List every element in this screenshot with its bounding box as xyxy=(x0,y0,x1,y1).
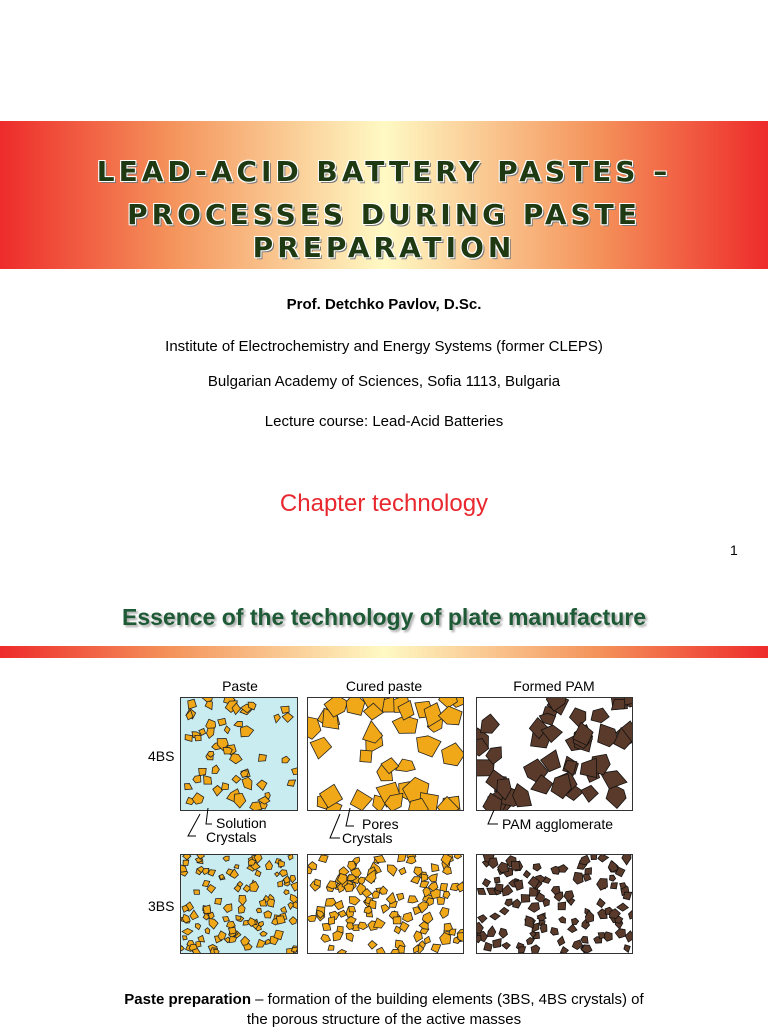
slide-title-line-1: LEAD-ACID BATTERY PASTES – xyxy=(96,155,672,188)
author-name: Prof. Detchko Pavlov, D.Sc. xyxy=(286,296,482,313)
crystal-shape xyxy=(215,898,222,904)
crystal-shape xyxy=(221,783,228,790)
paste-preparation-term: Paste preparation xyxy=(124,991,251,1008)
row-header-4bs: 4BS xyxy=(148,748,175,764)
column-header-formed-pam: Formed PAM xyxy=(513,678,595,694)
crystal-shape xyxy=(550,927,558,935)
panel-4bs-formed-pam xyxy=(476,697,633,811)
crystal-shape xyxy=(344,884,354,892)
slide-2-title: Essence of the technology of plate manufacture xyxy=(122,604,646,630)
crystal-shape xyxy=(624,697,633,705)
crystal-shape xyxy=(258,754,266,761)
paste-preparation-definition: – formation of the building elements (3BS, 4BS crystals) of xyxy=(251,991,644,1008)
crystal-shape xyxy=(328,917,334,925)
chapter-title: Chapter technology xyxy=(279,490,489,517)
crystal-shape xyxy=(540,924,547,933)
lecture-course: Lecture course: Lead-Acid Batteries xyxy=(264,413,504,430)
crystal-shape xyxy=(229,927,237,934)
panel-3bs-paste xyxy=(180,854,298,954)
crystal-shape xyxy=(521,894,530,902)
crystal-shape xyxy=(218,718,227,725)
crystal-shape xyxy=(183,936,188,940)
crystal-shape xyxy=(349,907,356,912)
crystal-shape xyxy=(195,735,201,741)
paste-preparation-text-line2: the porous structure of the active masses xyxy=(246,1011,522,1028)
crystal-shape xyxy=(194,890,200,895)
crystal-shape xyxy=(398,854,407,862)
crystal-shape xyxy=(267,899,275,907)
crystal-shape xyxy=(511,861,520,870)
panel-4bs-cured-paste xyxy=(307,697,464,811)
crystal-shape xyxy=(591,854,597,860)
column-header-paste: Paste xyxy=(222,678,258,694)
crystal-shape xyxy=(610,883,617,889)
crystal-shape xyxy=(199,768,207,775)
slide-title-line-2: PROCESSES DURING PASTE PREPARATION xyxy=(127,198,641,264)
crystal-shape xyxy=(276,916,285,924)
crystal-shape xyxy=(364,906,372,913)
crystal-shape xyxy=(307,916,316,922)
crystal-shape xyxy=(328,945,334,950)
slide-2-band xyxy=(0,646,768,658)
institute-name: Institute of Electrochemistry and Energy Systems (former CLEPS) xyxy=(165,338,603,355)
crystal-shape xyxy=(346,697,365,715)
academy-address: Bulgarian Academy of Sciences, Sofia 1113, Bulgaria xyxy=(207,373,561,390)
crystal-shape xyxy=(360,750,372,762)
crystal-shape xyxy=(183,860,189,865)
crystal-shape xyxy=(223,747,232,754)
crystal-shape xyxy=(558,902,566,910)
legend-pores: Pores xyxy=(362,816,399,832)
crystal-shape xyxy=(236,915,241,920)
crystal-shape xyxy=(585,868,592,874)
panel-3bs-cured-paste xyxy=(307,854,464,954)
panel-3bs-formed-pam xyxy=(476,854,633,954)
crystal-shape xyxy=(494,877,500,883)
legend-cured-crystals: Crystals xyxy=(342,830,393,846)
legend-solution: Solution xyxy=(216,815,267,831)
page-number: 1 xyxy=(730,542,738,558)
column-header-cured-paste: Cured paste xyxy=(345,678,423,694)
row-header-3bs: 3BS xyxy=(148,898,175,914)
paste-preparation-text xyxy=(0,991,768,1008)
crystal-shape xyxy=(256,908,261,913)
legend-paste-crystals: Crystals xyxy=(206,829,257,845)
legend-pam-agglomerate: PAM agglomerate xyxy=(502,816,614,832)
panel-4bs-paste xyxy=(180,697,298,811)
crystal-shape xyxy=(598,933,605,939)
legend-leader-pam xyxy=(484,808,504,830)
crystal-shape xyxy=(393,917,401,924)
